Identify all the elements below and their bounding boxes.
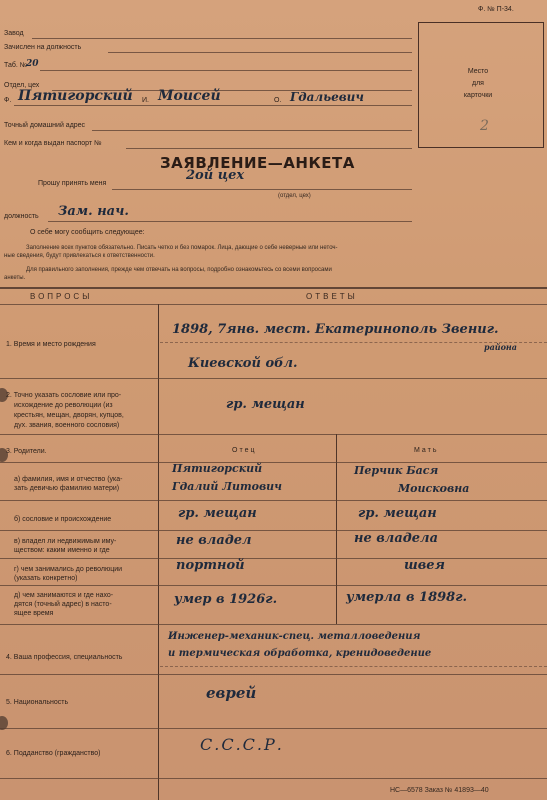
estate-answer: гр. мещан xyxy=(226,397,305,412)
row-border xyxy=(0,530,547,531)
nationality-answer: еврей xyxy=(206,684,257,702)
row-border xyxy=(0,434,547,435)
row-border xyxy=(0,585,547,586)
birth-answer-note: района xyxy=(484,342,517,352)
father-property: не владел xyxy=(176,533,252,548)
row-border xyxy=(0,462,547,463)
citizenship-answer: С.С.С.Р. xyxy=(200,735,284,754)
row-border xyxy=(0,624,547,625)
mother-column-header: Мать xyxy=(414,447,439,454)
question-3g-line-2: (указать конкретно) xyxy=(14,575,78,582)
profession-line-2: и термическая обработка, кренидоведение xyxy=(168,648,432,659)
first-name: Моисей xyxy=(158,88,221,104)
question-2-line-1: 2. Точно указать сословие или про- xyxy=(6,392,122,399)
position-label: Зачислен на должность xyxy=(4,44,82,51)
about-label: О себе могу сообщить следующее: xyxy=(30,229,145,236)
instructions-line-4: анкеты. xyxy=(4,275,26,281)
instructions-line-1: Заполнение всех пунктов обязательно. Писать четко и без помарок. Лица, дающие о себе неверные или неточ- xyxy=(26,245,338,251)
patronymic-initial: О. xyxy=(274,97,282,104)
question-3: 3. Родители. xyxy=(6,448,47,455)
questions-header: ВОПРОСЫ xyxy=(30,292,93,301)
mother-name-line-1: Перчик Бася xyxy=(354,464,439,477)
row-border xyxy=(0,500,547,501)
question-2-line-2: исхождение до революции (из xyxy=(14,402,113,409)
row-border xyxy=(0,778,547,779)
instructions-line-3: Для правильного заполнения, прежде чем отвечать на вопросы, подробно ознакомьтесь со всеми вопросами xyxy=(26,267,332,273)
request-label: Прошу принять меня xyxy=(38,180,107,187)
surname: Пятигорский xyxy=(18,88,133,104)
father-estate: гр. мещан xyxy=(178,506,257,521)
question-3d-line-3: ящее время xyxy=(14,610,54,617)
question-3a-line-2: зать девичью фамилию матери) xyxy=(14,485,120,492)
post-line xyxy=(48,221,412,222)
address-label: Точный домашний адрес xyxy=(4,122,86,129)
mother-property: не владела xyxy=(354,531,438,546)
factory-line xyxy=(32,38,412,39)
birth-answer-line-2: Киевской обл. xyxy=(188,356,298,371)
name-initial: И. xyxy=(142,97,149,104)
row-border xyxy=(0,674,547,675)
question-5: 5. Национальность xyxy=(6,699,69,706)
request-department: 2ой цех xyxy=(186,168,245,183)
position-line xyxy=(108,52,412,53)
passport-line xyxy=(126,148,412,149)
question-6: 6. Подданство (гражданство) xyxy=(6,750,101,757)
request-sublabel: (отдел, цех) xyxy=(278,193,311,199)
question-3v-line-2: ществом: каким именно и где xyxy=(14,547,110,554)
question-2-line-3: крестьян, мещан, дворян, купцов, xyxy=(14,412,124,419)
row-border xyxy=(0,558,547,559)
question-4: 4. Ваша профессия, специальность xyxy=(6,654,123,661)
patronymic: Гдальевич xyxy=(290,90,364,104)
factory-label: Завод xyxy=(4,30,24,37)
question-3d-line-2: дятся (точный адрес) в насто- xyxy=(14,601,112,608)
mother-name-line-2: Моисковна xyxy=(398,482,470,495)
question-3d-line-1: д) чем занимаются и где нахо- xyxy=(14,592,114,599)
name-line xyxy=(14,105,412,106)
answer-guide-line xyxy=(160,342,547,343)
father-name-line-2: Гдалий Литович xyxy=(172,480,283,493)
photo-placeholder-label: Место для карточки xyxy=(463,68,493,99)
row-border xyxy=(0,728,547,729)
passport-label: Кем и когда выдан паспорт № xyxy=(4,140,102,147)
question-3a-line-1: а) фамилия, имя и отчество (ука- xyxy=(14,476,123,483)
father-occupation: портной xyxy=(176,558,245,573)
post-value: Зам. нач. xyxy=(58,204,129,219)
father-present: умер в 1926г. xyxy=(174,592,278,607)
post-label: должность xyxy=(4,213,39,220)
pencil-mark: 2 xyxy=(480,118,489,134)
department-label: Отдел, цех xyxy=(4,82,40,89)
request-line xyxy=(112,189,412,190)
question-3b: б) сословие и происхождение xyxy=(14,516,112,523)
father-column-header: Отец xyxy=(232,447,257,454)
answer-guide-line xyxy=(160,666,547,667)
birth-answer-line-1: 1898, 7янв. мест. Екатеринополь Звениг. xyxy=(172,322,499,337)
mother-present: умерла в 1898г. xyxy=(346,590,468,605)
tab-label: Таб. № xyxy=(4,62,28,69)
question-3g-line-1: г) чем занимались до революции xyxy=(14,566,123,573)
mother-occupation: швея xyxy=(404,558,445,573)
form-code: Ф. № П-34. xyxy=(478,6,514,13)
surname-initial: Ф. xyxy=(4,97,12,104)
question-3v-line-1: в) владел ли недвижимым иму- xyxy=(14,538,117,545)
print-order-footer: НС—6578 Заказ № 41893—40 xyxy=(390,787,489,794)
question-1: 1. Время и место рождения xyxy=(6,341,96,348)
answers-header: ОТВЕТЫ xyxy=(306,292,358,301)
question-2-line-4: дух. звания, военного сословия) xyxy=(14,422,120,429)
header-bottom-border xyxy=(0,304,547,305)
row-border xyxy=(0,378,547,379)
document-title: ЗАЯВЛЕНИЕ—АНКЕТА xyxy=(160,154,355,172)
address-line xyxy=(92,130,412,131)
father-name-line-1: Пятигорский xyxy=(172,462,263,475)
mother-estate: гр. мещан xyxy=(358,506,437,521)
tab-line xyxy=(40,70,412,71)
tab-number: 20 xyxy=(26,59,39,69)
table-top-border xyxy=(0,287,547,289)
profession-line-1: Инженер-механик-спец. металловедения xyxy=(168,631,421,642)
instructions-line-2: ные сведения, будут привлекаться к ответственности. xyxy=(4,253,155,259)
